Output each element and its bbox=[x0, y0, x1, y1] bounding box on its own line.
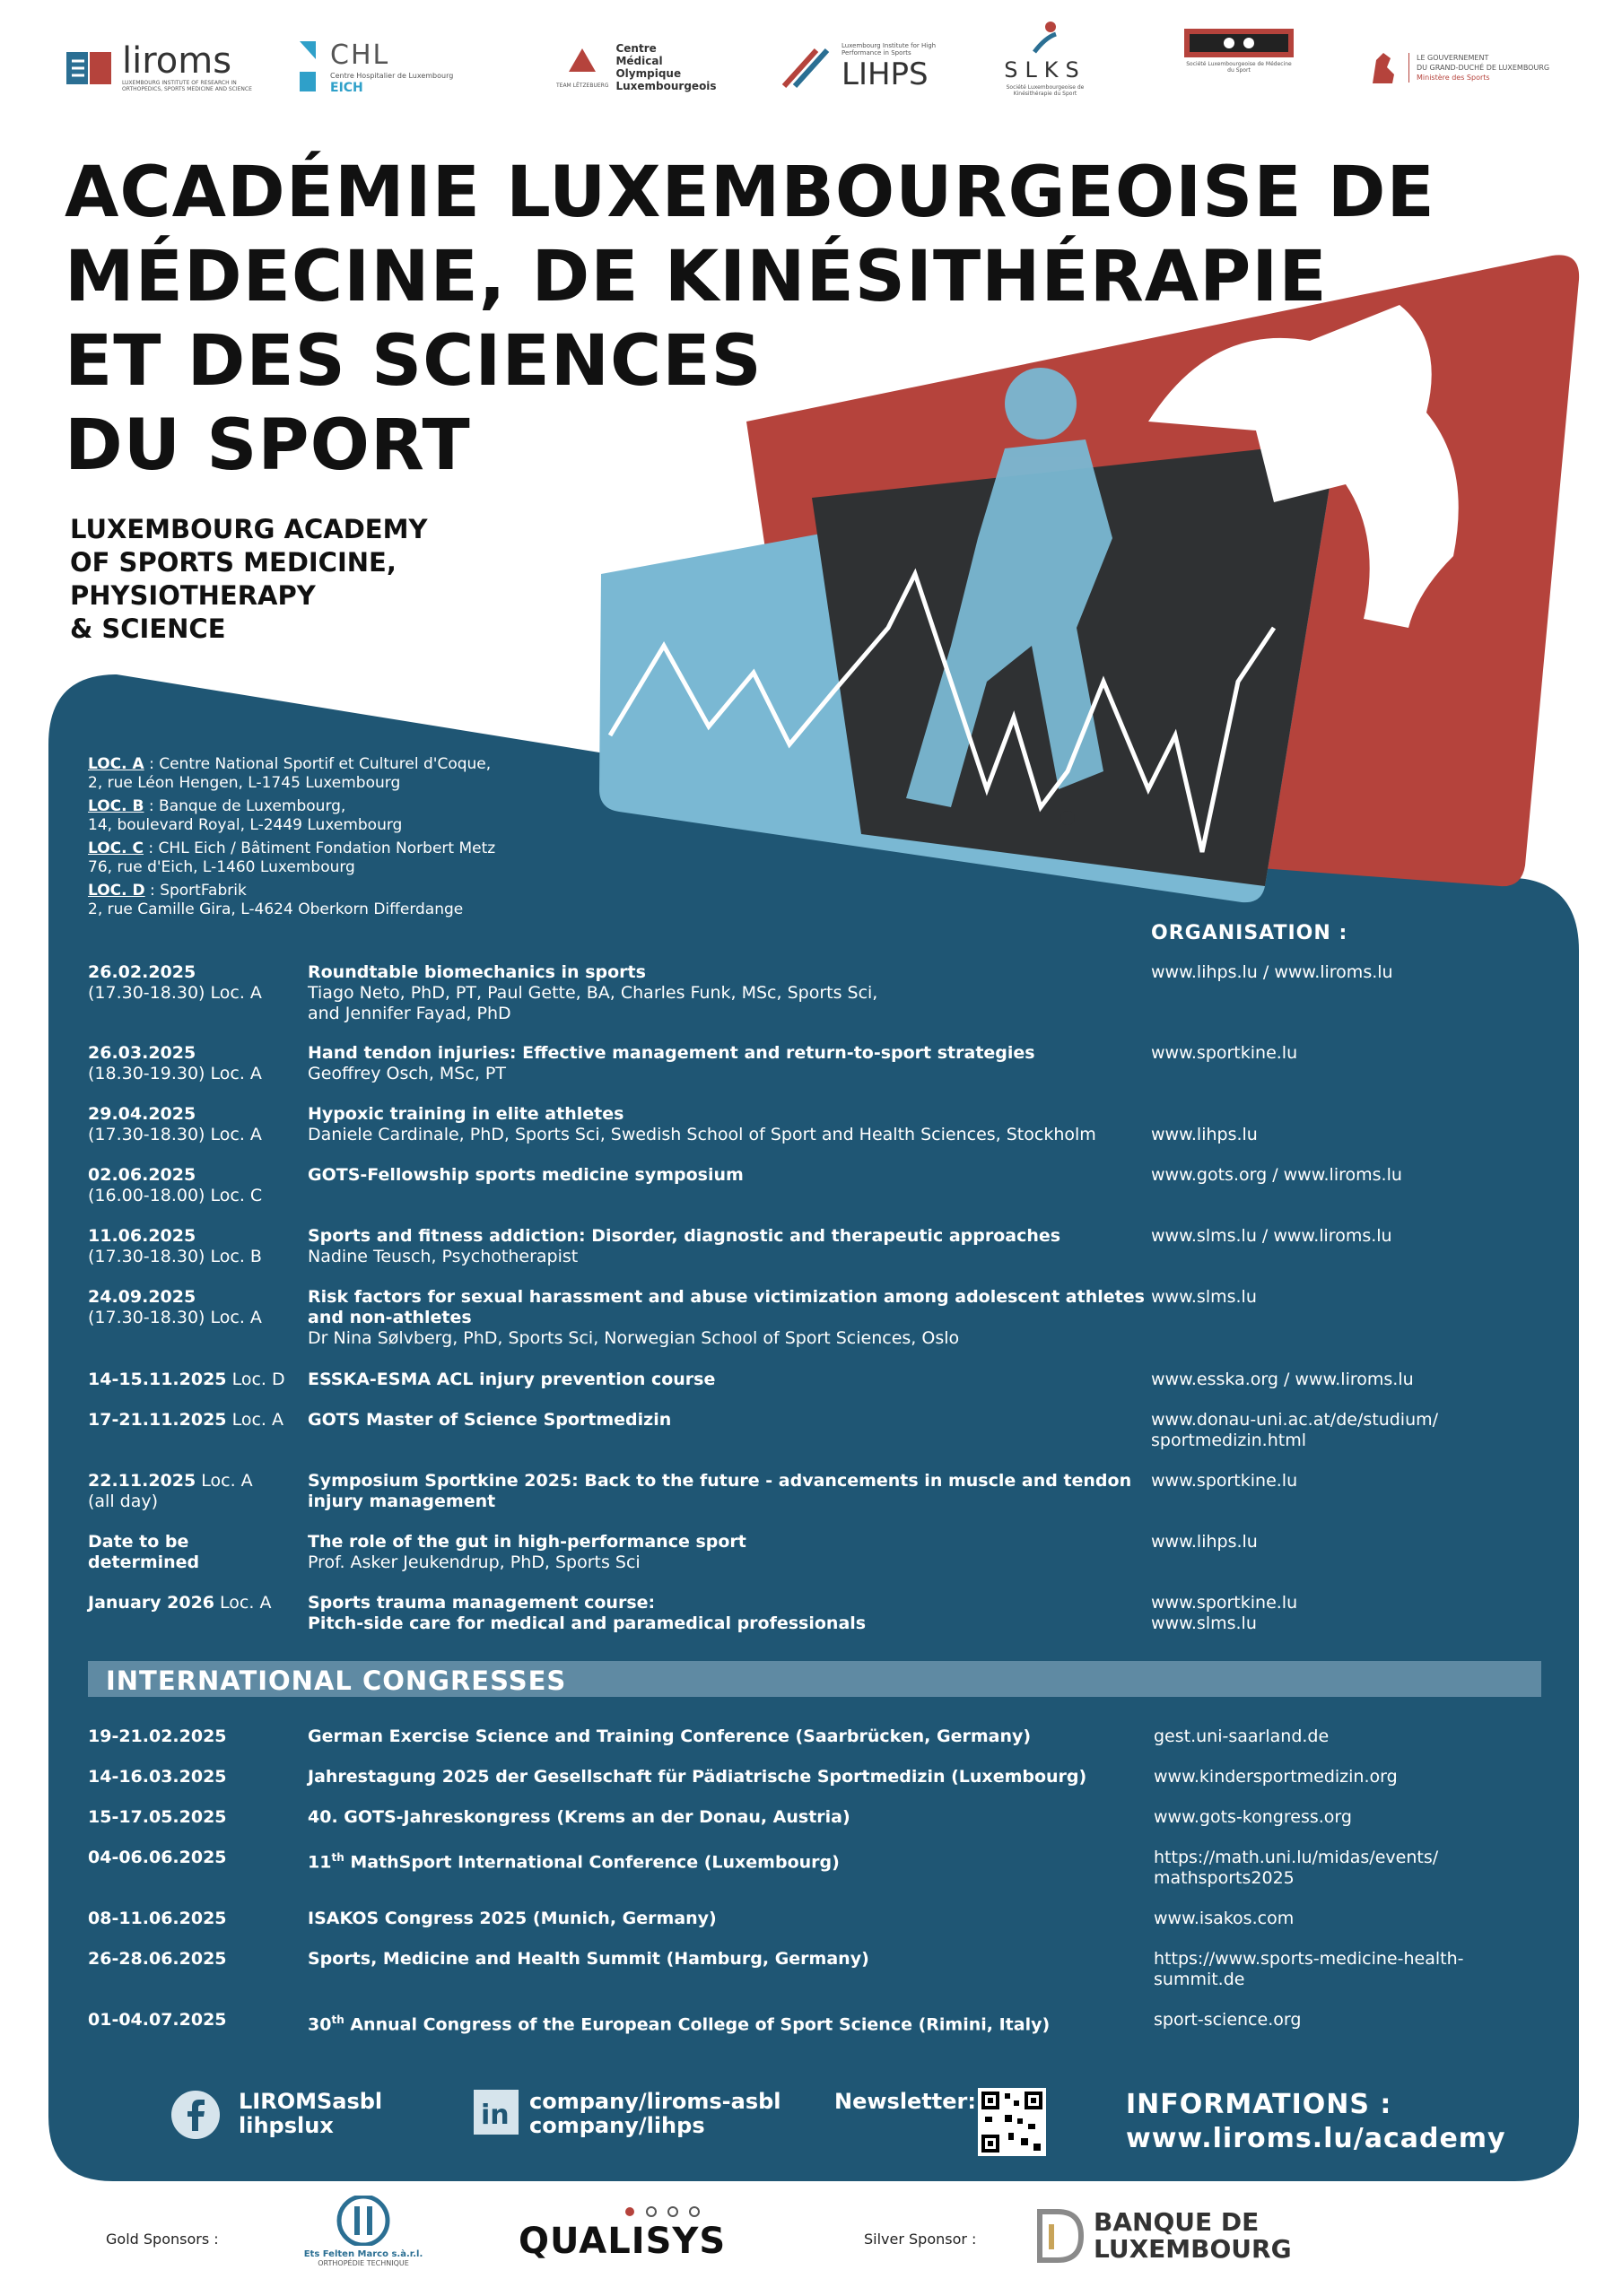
congress-date: 08-11.06.2025 bbox=[88, 1909, 227, 1928]
subtitle-line-4: & SCIENCE bbox=[70, 613, 226, 644]
location-c-line2: 76, rue d'Eich, L-1460 Luxembourg bbox=[88, 858, 355, 876]
newsletter-label: Newsletter: bbox=[834, 2089, 976, 2114]
event-time: (16.00-18.00) Loc. C bbox=[88, 1186, 263, 1205]
event-url[interactable]: www.sportkine.lu bbox=[1151, 1593, 1298, 1613]
linkedin-account-1[interactable]: company/liroms-asbl bbox=[529, 2089, 781, 2114]
congress-date: 01-04.07.2025 bbox=[88, 2010, 227, 2030]
event-url[interactable]: www.lihps.lu bbox=[1151, 1532, 1258, 1552]
event-speaker: Tiago Neto, PhD, PT, Paul Gette, BA, Charles Funk, MSc, Sports Sci, bbox=[308, 983, 878, 1003]
event-date: 26.03.2025 bbox=[88, 1043, 196, 1063]
congress-date: 04-06.06.2025 bbox=[88, 1848, 227, 1867]
event-time: (17.30-18.30) Loc. A bbox=[88, 1308, 262, 1327]
event-title: Roundtable biomechanics in sports bbox=[308, 962, 646, 982]
event-date: 29.04.2025 bbox=[88, 1104, 196, 1124]
location-d bbox=[88, 882, 463, 919]
event-loc: Loc. D bbox=[226, 1370, 285, 1389]
subtitle-line-2: OF SPORTS MEDICINE, bbox=[70, 547, 397, 578]
event-url[interactable]: www.slms.lu bbox=[1151, 1287, 1257, 1307]
liroms-text: liroms bbox=[122, 40, 232, 82]
congress-date: 19-21.02.2025 bbox=[88, 1726, 227, 1746]
congress-url[interactable]: www.isakos.com bbox=[1154, 1909, 1295, 1928]
event-url[interactable]: www.lihps.lu / www.liroms.lu bbox=[1151, 962, 1393, 982]
event-speaker: Daniele Cardinale, PhD, Sports Sci, Swedish School of Sport and Health Sciences, Stockholm bbox=[308, 1125, 1096, 1144]
informations-block bbox=[1126, 2088, 1506, 2156]
congress-title: Annual Congress of the European College of Sport Science (Rimini, Italy) bbox=[344, 2014, 1051, 2035]
gov-sub: Ministère des Sports bbox=[1417, 73, 1490, 82]
chl-text: CHL bbox=[330, 39, 390, 71]
intl-heading: INTERNATIONAL CONGRESSES bbox=[106, 1665, 567, 1696]
event-title: Hypoxic training in elite athletes bbox=[308, 1104, 624, 1124]
qr-code-icon[interactable] bbox=[978, 2088, 1046, 2156]
felten-name: Ets Felten Marco s.à.r.l. bbox=[303, 2249, 423, 2259]
congress-url[interactable]: https://www.sports-medicine-health- bbox=[1154, 1949, 1464, 1969]
event-url[interactable]: www.slms.lu / www.liroms.lu bbox=[1151, 1226, 1392, 1246]
congress-sup: th bbox=[331, 1851, 344, 1864]
event-title: Risk factors for sexual harassment and abuse victimization among adolescent athletes bbox=[308, 1287, 1145, 1307]
subtitle-line-1: LUXEMBOURG ACADEMY bbox=[70, 514, 428, 544]
congress-url[interactable]: www.kindersportmedizin.org bbox=[1154, 1767, 1398, 1787]
facebook-accounts[interactable] bbox=[239, 2090, 382, 2138]
event-time: (18.30-19.30) Loc. A bbox=[88, 1064, 262, 1083]
location-d-label: LOC. D bbox=[88, 882, 145, 900]
event-title: The role of the gut in high-performance sport bbox=[308, 1532, 746, 1552]
event-date: January 2026 bbox=[88, 1593, 215, 1613]
cmo-line-4: Luxembourgeois bbox=[615, 80, 717, 92]
event-title: GOTS Master of Science Sportmedizin bbox=[308, 1410, 672, 1430]
location-c-label: LOC. C bbox=[88, 839, 144, 857]
facebook-icon[interactable] bbox=[170, 2090, 221, 2140]
event-title-2: injury management bbox=[308, 1492, 496, 1511]
linkedin-icon[interactable] bbox=[474, 2090, 519, 2135]
event-time: (all day) bbox=[88, 1492, 159, 1511]
event-time: (17.30-18.30) Loc. A bbox=[88, 1125, 262, 1144]
event-url-spacer bbox=[1151, 1104, 1528, 1125]
event-time: (17.30-18.30) Loc. B bbox=[88, 1247, 262, 1266]
congress-title: ISAKOS Congress 2025 (Munich, Germany) bbox=[308, 1909, 717, 1928]
cmo-line-3: Olympique bbox=[615, 67, 682, 80]
event-speaker: and Jennifer Fayad, PhD bbox=[308, 1004, 511, 1023]
event-date: 11.06.2025 bbox=[88, 1226, 196, 1246]
location-b bbox=[88, 797, 402, 835]
svg-text:in: in bbox=[481, 2100, 510, 2131]
title-line-4: DU SPORT bbox=[65, 405, 471, 486]
banque-icon bbox=[1036, 2208, 1085, 2264]
qualisys-dots bbox=[519, 2205, 725, 2218]
event-url[interactable]: www.esska.org / www.liroms.lu bbox=[1151, 1370, 1414, 1389]
event-date-2: determined bbox=[88, 1552, 200, 1572]
location-d-line1: : SportFabrik bbox=[144, 882, 247, 900]
event-url[interactable]: www.sportkine.lu bbox=[1151, 1043, 1298, 1063]
cmo-line-1: Centre bbox=[615, 42, 657, 55]
felten-icon bbox=[336, 2196, 390, 2246]
ecg-dot bbox=[1060, 811, 1075, 825]
event-loc: Loc. A bbox=[196, 1471, 253, 1491]
event-url[interactable]: www.lihps.lu bbox=[1151, 1125, 1258, 1144]
event-date: 17-21.11.2025 bbox=[88, 1410, 227, 1430]
felten-sub: ORTHOPÉDIE TECHNIQUE bbox=[318, 2259, 409, 2267]
event-speaker: Nadine Teusch, Psychotherapist bbox=[308, 1247, 579, 1266]
event-loc: Loc. A bbox=[226, 1410, 283, 1430]
event-time: (17.30-18.30) Loc. A bbox=[88, 983, 262, 1003]
felten-logo bbox=[301, 2196, 426, 2267]
event-url[interactable]: www.gots.org / www.liroms.lu bbox=[1151, 1165, 1402, 1185]
congress-url-2[interactable]: summit.de bbox=[1154, 1970, 1245, 1989]
qualisys-text: QUALISYS bbox=[519, 2221, 727, 2262]
congress-date: 26-28.06.2025 bbox=[88, 1949, 227, 1969]
congress-date: 15-17.05.2025 bbox=[88, 1807, 227, 1827]
slks-sub: Société Luxembourgeoise de Kinésithérapie du Sport bbox=[1006, 84, 1085, 97]
congress-sup: th bbox=[331, 2013, 344, 2026]
title-line-2: MÉDECINE, DE KINÉSITHÉRAPIE bbox=[65, 237, 1328, 317]
event-speaker: Dr Nina Sølvberg, PhD, Sports Sci, Norwegian School of Sport Sciences, Oslo bbox=[308, 1328, 960, 1348]
informations-url[interactable]: www.liroms.lu/academy bbox=[1126, 2123, 1506, 2154]
informations-heading: INFORMATIONS : bbox=[1126, 2089, 1392, 2120]
subtitle-line-3: PHYSIOTHERAPY bbox=[70, 580, 316, 611]
title-line-3: ET DES SCIENCES bbox=[65, 321, 763, 402]
event-title: Hand tendon injuries: Effective management and return-to-sport strategies bbox=[308, 1043, 1035, 1063]
congress-title: MathSport International Conference (Luxembourg) bbox=[344, 1852, 840, 1873]
location-b-label: LOC. B bbox=[88, 797, 144, 815]
event-title: Sports trauma management course: bbox=[308, 1593, 656, 1613]
event-title-2: Pitch-side care for medical and paramedical professionals bbox=[308, 1613, 867, 1633]
event-title: Symposium Sportkine 2025: Back to the future - advancements in muscle and tendon bbox=[308, 1471, 1132, 1491]
location-b-line2: 14, boulevard Royal, L-2449 Luxembourg bbox=[88, 816, 403, 834]
event-date: 02.06.2025 bbox=[88, 1165, 196, 1185]
title-line-1: ACADÉMIE LUXEMBOURGEOISE DE bbox=[65, 152, 1435, 233]
gov-line-2: DU GRAND-DUCHÉ DE LUXEMBOURG bbox=[1417, 63, 1550, 72]
location-d-line2: 2, rue Camille Gira, L-4624 Oberkorn Differdange bbox=[88, 900, 464, 918]
event-title: Sports and fitness addiction: Disorder, diagnostic and therapeutic approaches bbox=[308, 1226, 1061, 1246]
slms-sub: Société Luxembourgeoise de Médecine du Sport bbox=[1186, 61, 1292, 74]
event-date: 26.02.2025 bbox=[88, 962, 196, 982]
event-date: 24.09.2025 bbox=[88, 1287, 196, 1307]
congress-url-2[interactable]: mathsports2025 bbox=[1154, 1868, 1295, 1888]
cmo-line-2: Médical bbox=[615, 55, 663, 67]
location-a bbox=[88, 755, 491, 793]
liroms-sub: LUXEMBOURG INSTITUTE OF RESEARCH IN ORTHOPEDICS, SPORTS MEDICINE AND SCIENCE bbox=[122, 80, 252, 92]
location-a-line2: 2, rue Léon Hengen, L-1745 Luxembourg bbox=[88, 774, 401, 792]
event-date: Date to be bbox=[88, 1532, 189, 1552]
event-url[interactable]: www.donau-uni.ac.at/de/studium/ bbox=[1151, 1410, 1439, 1430]
event-title: ESSKA-ESMA ACL injury prevention course bbox=[308, 1370, 716, 1389]
location-b-line1: : Banque de Luxembourg, bbox=[144, 797, 346, 815]
lihps-text: LIHPS bbox=[842, 57, 929, 92]
chl-sub: Centre Hospitalier de Luxembourg bbox=[330, 72, 454, 80]
congress-num: 11 bbox=[308, 1852, 332, 1873]
slks-text: SLKS bbox=[1004, 57, 1086, 83]
event-url-2[interactable]: sportmedizin.html bbox=[1151, 1431, 1306, 1450]
location-a-label: LOC. A bbox=[88, 755, 144, 773]
facebook-account-2[interactable]: lihpslux bbox=[239, 2113, 334, 2138]
location-a-line1: : Centre National Sportif et Culturel d'Coque, bbox=[144, 755, 492, 773]
event-url-2[interactable]: www.slms.lu bbox=[1151, 1613, 1257, 1633]
event-date: 22.11.2025 bbox=[88, 1471, 196, 1491]
event-speaker: Geoffrey Osch, MSc, PT bbox=[308, 1064, 506, 1083]
location-c-line1: : CHL Eich / Bâtiment Fondation Norbert Metz bbox=[144, 839, 496, 857]
chl-eich: EICH bbox=[330, 81, 363, 95]
lihps-sub: Luxembourg Institute for High Performance in Sports bbox=[842, 42, 937, 57]
linkedin-accounts[interactable] bbox=[529, 2090, 781, 2138]
event-date: 14-15.11.2025 bbox=[88, 1370, 227, 1389]
qualisys-logo bbox=[519, 2205, 726, 2261]
banque-logo bbox=[1036, 2208, 1292, 2264]
congress-title: 40. GOTS-Jahreskongress (Krems an der Donau, Austria) bbox=[308, 1807, 850, 1827]
banque-line-2: LUXEMBOURG bbox=[1094, 2234, 1292, 2264]
congress-title: Jahrestagung 2025 der Gesellschaft für Pädiatrische Sportmedizin (Luxembourg) bbox=[308, 1767, 1087, 1787]
location-c bbox=[88, 839, 495, 877]
congress-url[interactable]: https://math.uni.lu/midas/events/ bbox=[1154, 1848, 1439, 1867]
facebook-account-1[interactable]: LIROMSasbl bbox=[239, 2089, 383, 2114]
congress-url[interactable]: www.gots-kongress.org bbox=[1154, 1807, 1352, 1827]
cmo-sub: TEAM LËTZEBUERG bbox=[556, 82, 609, 89]
congress-url[interactable]: gest.uni-saarland.de bbox=[1154, 1726, 1330, 1746]
gold-sponsors-label: Gold Sponsors : bbox=[106, 2231, 219, 2248]
banque-line-1: BANQUE DE bbox=[1094, 2207, 1260, 2237]
event-title-2: and non-athletes bbox=[308, 1308, 472, 1327]
congress-url[interactable]: sport-science.org bbox=[1154, 2010, 1302, 2030]
event-speaker: Prof. Asker Jeukendrup, PhD, Sports Sci bbox=[308, 1552, 641, 1572]
event-loc: Loc. A bbox=[214, 1593, 272, 1613]
event-title: GOTS-Fellowship sports medicine symposium bbox=[308, 1165, 744, 1185]
linkedin-account-2[interactable]: company/lihps bbox=[529, 2113, 705, 2138]
gov-line-1: LE GOUVERNEMENT bbox=[1417, 53, 1489, 62]
silver-sponsor-label: Silver Sponsor : bbox=[864, 2231, 977, 2248]
congress-title: German Exercise Science and Training Conference (Saarbrücken, Germany) bbox=[308, 1726, 1032, 1746]
congress-date: 14-16.03.2025 bbox=[88, 1767, 227, 1787]
event-url[interactable]: www.sportkine.lu bbox=[1151, 1471, 1298, 1491]
congress-num: 30 bbox=[308, 2014, 332, 2035]
congress-title: Sports, Medicine and Health Summit (Hamburg, Germany) bbox=[308, 1949, 869, 1969]
organisation-heading: ORGANISATION : bbox=[1151, 922, 1348, 944]
